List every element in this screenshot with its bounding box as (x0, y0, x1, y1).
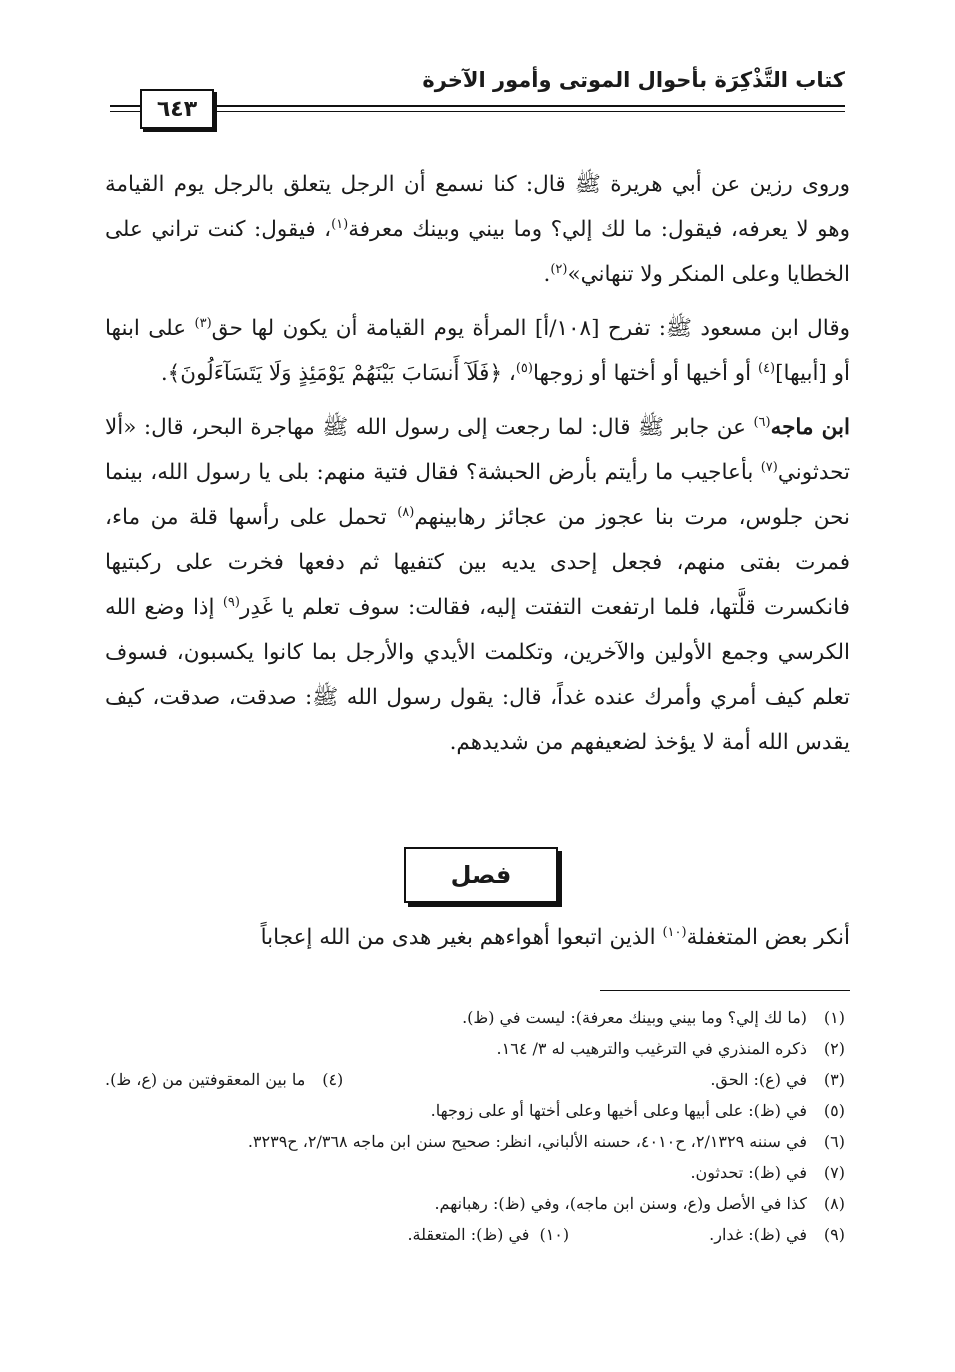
section-heading: فصل (404, 847, 558, 903)
footnote-text: كذا في الأصل و(ع، وسنن ابن ماجه)، وفي (ظ): رهبانهم. (434, 1194, 807, 1213)
text-run: تحمل على رأسها قلة من ماء، فمرت بفتى منهم، فجعل إحدى يديه بين كتفيها ثم دفعها فخرت على ركبتيها فانكسرت قلَّتها، فلما ارتفعت التفتت إليه، فقالت: سوف تعلم يا غَدِر (105, 505, 850, 620)
header-rule-thin (110, 111, 845, 112)
footnote-number: (٥) (823, 1101, 845, 1120)
footnote-number: (١) (823, 1008, 845, 1027)
footnote-number: (٨) (823, 1194, 845, 1213)
footnote-row-3-4 (105, 1064, 845, 1095)
footnote-number: (٦) (823, 1132, 845, 1151)
text-run: بأعاجيب ما رأيتم بأرض الحبشة؟ فقال فتية منهم: بلى يا رسول الله، بينما نحن جلوس، مرت بنا عجوز من عجائز رهابينهم (105, 460, 851, 530)
footnote-2 (105, 1033, 845, 1064)
footnote-text: في (ع): الحق. (710, 1070, 807, 1089)
footnote-number: (٩) (823, 1225, 845, 1244)
footnote-text: في (ظ): غدار. (709, 1225, 807, 1244)
text-run: أنكر بعض المتغفلة (686, 925, 850, 950)
footnote-6 (105, 1126, 845, 1157)
footnote-number: (٤) (322, 1070, 344, 1089)
text-run: وروى رزين عن أبي هريرة ﷺ قال: كنا نسمع أن الرجل يتعلق بالرجل يوم القيامة وهو لا يعرفه، فيقول: ما لك إلي؟ وما بيني وبينك معرفة (105, 172, 850, 242)
section-text (105, 915, 850, 960)
text-run: . (543, 262, 551, 287)
footnotes (105, 1002, 845, 1250)
main-text (105, 162, 850, 774)
footnote-4 (105, 1064, 343, 1095)
footnote-ref: (٥) (515, 360, 533, 376)
footnote-10 (407, 1219, 569, 1250)
paragraph-3 (105, 405, 850, 765)
footnote-ref: (١) (331, 216, 349, 232)
footnote-1 (105, 1002, 845, 1033)
footnote-ref: (٦) (753, 414, 771, 430)
text-run: على ابنها أو [أبيها] (105, 316, 850, 386)
footnote-8 (105, 1188, 845, 1219)
text-run: عن جابر ﷺ قال: لما رجعت إلى رسول الله ﷺ مهاجرة البحر، قال: «ألا تحدثوني (105, 415, 850, 485)
footnote-separator (600, 990, 850, 991)
footnote-number: (٣) (823, 1070, 845, 1089)
footnote-number: (١٠) (539, 1225, 570, 1244)
footnote-text: في (ظ): على أبيها وعلى أخيها وعلى أختها أو على زوجها. (430, 1101, 807, 1120)
footnote-ref: (٢) (550, 261, 568, 277)
footnote-number: (٧) (823, 1163, 845, 1182)
quran-verse: ، ﴿فَلَآ أَنسَابَ بَيْنَهُمْ يَوْمَئِذٍ وَلَا يَتَسَآءَلُونَ﴾. (160, 361, 516, 386)
footnote-number: (٢) (823, 1039, 845, 1058)
footnote-ref: (١٠) (662, 924, 687, 940)
text-run: الذين اتبعوا أهواءهم بغير هدى من الله إعجاباً (260, 925, 663, 950)
footnote-ref: (٧) (760, 459, 778, 475)
footnote-5 (105, 1095, 845, 1126)
footnote-row-9-10 (105, 1219, 845, 1250)
page-number: ٦٤٣ (140, 89, 214, 129)
paragraph-2 (105, 306, 850, 396)
footnote-text: في سننه ٢/١٣٢٩، ح٤٠١٠، حسنه الألباني، انظر: صحيح سنن ابن ماجه ٢/٣٦٨، ح٣٢٣٩. (247, 1132, 807, 1151)
text-run: ، فيقول: كنت تراني على الخطايا وعلى المنكر ولا تنهاني» (105, 217, 850, 287)
footnote-ref: (٨) (397, 504, 415, 520)
footnote-ref: (٣) (194, 315, 212, 331)
footnote-ref: (٤) (757, 360, 776, 376)
footnote-ref: (٩) (222, 594, 240, 610)
footnote-3 (710, 1064, 845, 1095)
text-run: إذا وضع الله الكرسي وجمع الأولين والآخرين، وتكلمت الأيدي والأرجل بما كانوا يكسبون، فسوف تعلم كيف أمري وأمرك عنده غداً، قال: يقول رسول الله ﷺ: صدقت، صدقت، كيف يقدس الله أمة لا يؤخذ لضعيفهم من شديدهم. (105, 595, 850, 755)
footnote-text: ما بين المعقوفتين من (ع، ظ). (105, 1070, 306, 1089)
footnote-7 (105, 1157, 845, 1188)
text-run: وقال ابن مسعود ﷺ: تفرح [١٠٨/أ] المرأة يوم القيامة أن يكون لها حق (211, 316, 850, 341)
footnote-text: ذكره المنذري في الترغيب والترهيب له ٣/ ١٦٤. (496, 1039, 807, 1058)
paragraph-1 (105, 162, 850, 297)
text-run: أو أخيها أو أختها أو زوجها (532, 361, 758, 386)
header-rule (110, 105, 845, 107)
footnote-text: في (ظ): تحدثون. (690, 1163, 807, 1182)
footnote-text: في (ظ): المتعقلة. (407, 1225, 530, 1244)
running-title: كتاب التَّذْكِرَة بأحوال الموتى وأمور الآخرة (422, 68, 845, 92)
source-name: ابن ماجه (770, 415, 850, 440)
footnote-text: (ما لك إلي؟ وما بيني وبينك معرفة): ليست في (ظ). (462, 1008, 807, 1027)
footnote-9 (709, 1219, 845, 1250)
